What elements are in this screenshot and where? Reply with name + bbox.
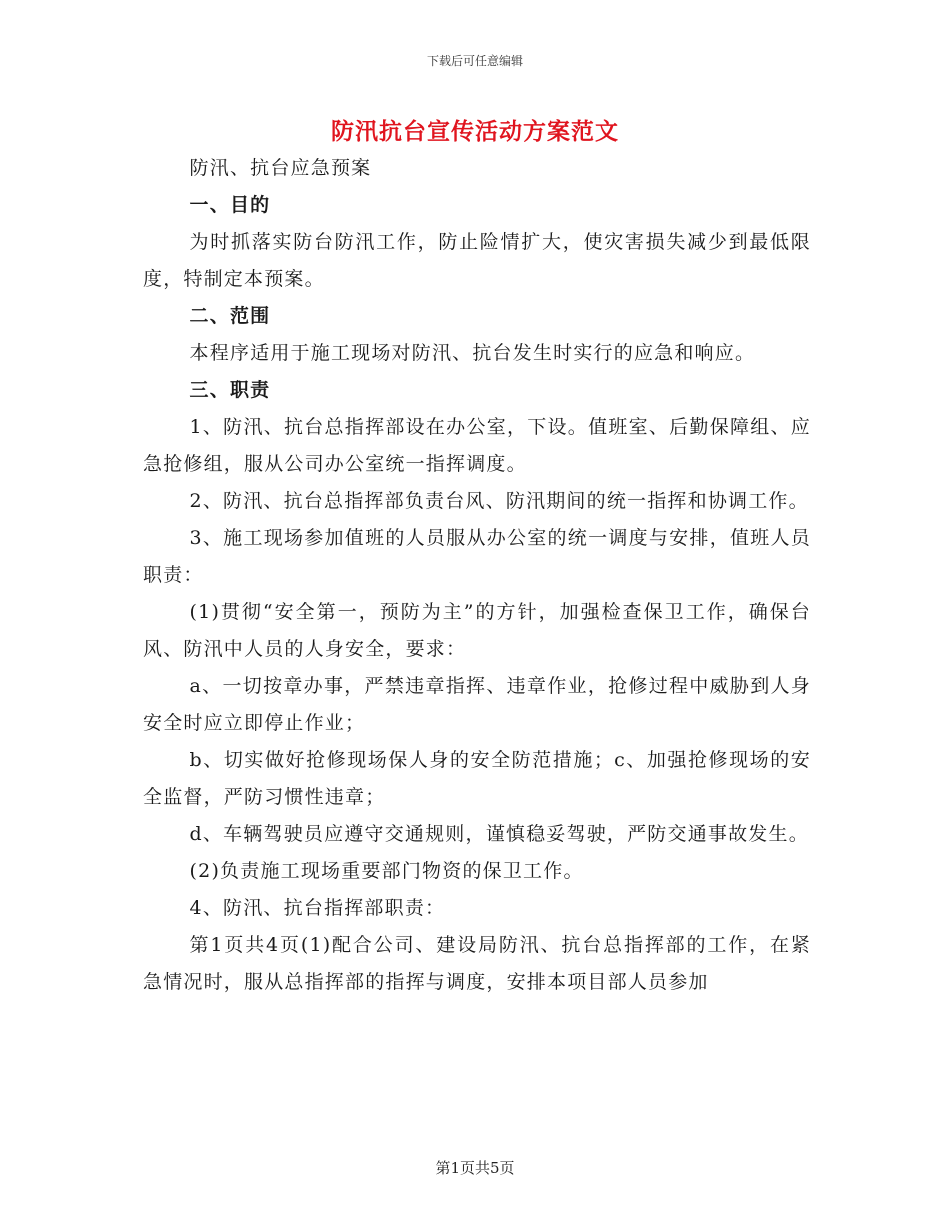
paragraph-duty-2: 2、防汛、抗台总指挥部负责台风、防汛期间的统一指挥和协调工作。 xyxy=(189,490,809,512)
heading-purpose: 一、目的 xyxy=(189,194,271,216)
paragraph-duty-4-1: 第1页共4页(1)配合公司、建设局防汛、抗台总指挥部的工作，在紧急情况时，服从总指挥部的指挥与调度，安排本项目部人员参加 xyxy=(143,934,811,993)
paragraph-item-d: d、车辆驾驶员应遵守交通规则，谨慎稳妥驾驶，严防交通事故发生。 xyxy=(189,823,809,845)
paragraph-scope: 本程序适用于施工现场对防汛、抗台发生时实行的应急和响应。 xyxy=(189,342,756,364)
paragraph-item-b-c: b、切实做好抢修现场保人身的安全防范措施；c、加强抢修现场的安全监督，严防习惯性违章； xyxy=(143,749,811,808)
paragraph-item-a: a、一切按章办事，严禁违章指挥、违章作业，抢修过程中威胁到人身安全时应立即停止作业； xyxy=(143,675,811,734)
heading-duties: 三、职责 xyxy=(189,379,271,401)
paragraph-purpose: 为时抓落实防台防汛工作，防止险情扩大，使灾害损失减少到最低限度，特制定本预案。 xyxy=(143,231,811,290)
heading-scope: 二、范围 xyxy=(189,305,271,327)
paragraph-duty-3: 3、施工现场参加值班的人员服从办公室的统一调度与安排，值班人员职责： xyxy=(143,527,811,586)
page-footer: 第1页共5页 xyxy=(435,1159,515,1177)
paragraph-duty-3-2: (2)负责施工现场重要部门物资的保卫工作。 xyxy=(189,860,584,882)
header-note: 下载后可任意编辑 xyxy=(426,54,523,68)
paragraph-duty-1: 1、防汛、抗台总指挥部设在办公室，下设。值班室、后勤保障组、应急抢修组，服从公司办公室统一指挥调度。 xyxy=(143,416,811,475)
document-body xyxy=(143,150,811,1001)
paragraph-duty-3-1: (1)贯彻“安全第一，预防为主”的方针，加强检查保卫工作，确保台风、防汛中人员的人身安全，要求： xyxy=(143,601,811,660)
document-title: 防汛抗台宣传活动方案范文 xyxy=(331,119,619,145)
paragraph-subtitle: 防汛、抗台应急预案 xyxy=(189,157,372,179)
paragraph-duty-4: 4、防汛、抗台指挥部职责： xyxy=(189,897,446,919)
